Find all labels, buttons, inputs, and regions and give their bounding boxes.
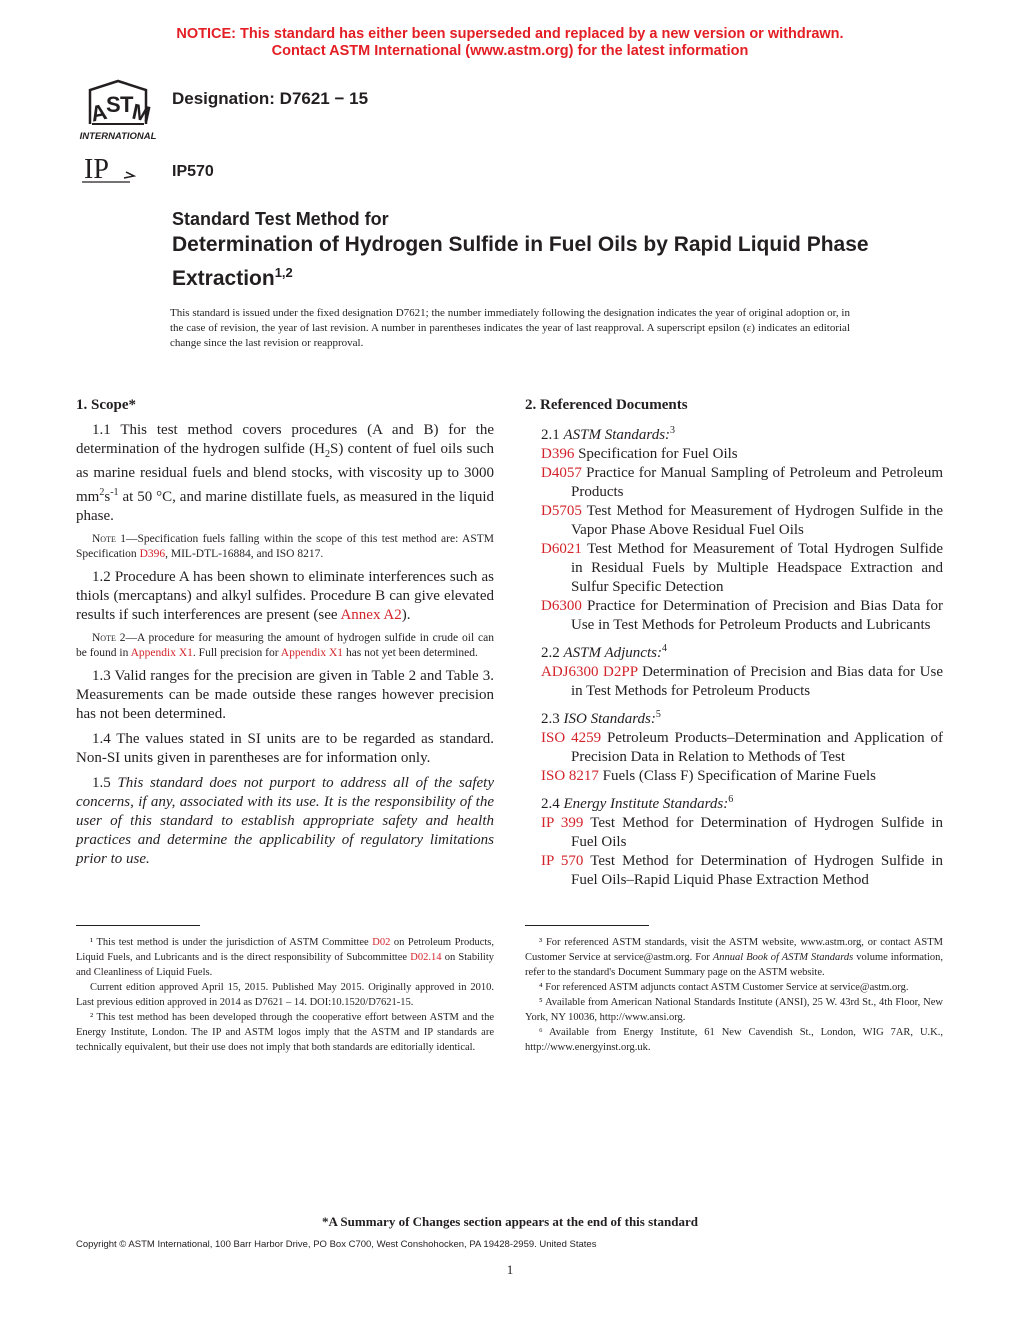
ref-item: ISO 8217 Fuels (Class F) Specification of Marine Fuels bbox=[541, 768, 876, 784]
ref-item: ISO 4259 Petroleum Products–Determination and Application of Precision Data in Relation to Methods of Test bbox=[541, 730, 944, 765]
ip-code: IP570 bbox=[172, 163, 214, 180]
summary-of-changes-note: *A Summary of Changes section appears at the end of this standard bbox=[322, 1214, 698, 1229]
footnote-divider-left bbox=[76, 925, 200, 926]
section-1-3: 1.3 Valid ranges for the precision are given in Table 2 and Table 3. Measurements can be made outside these ranges however precision has not been determined. bbox=[76, 668, 494, 722]
copyright: Copyright © ASTM International, 100 Barr Harbor Drive, PO Box C700, West Conshohocken, PA 19428-2959. United States bbox=[76, 1239, 597, 1250]
ref-link[interactable]: D6300 bbox=[541, 598, 582, 614]
astm-logo bbox=[70, 76, 166, 146]
ref-item: D4057 Practice for Manual Sampling of Petroleum and Petroleum Products bbox=[541, 465, 943, 500]
note-2: Note 2—A procedure for measuring the amount of hydrogen sulfide in crude oil can be found in Appendix X1. Full precision for Appendix X1 has not yet been determined. bbox=[76, 632, 494, 659]
withdrawal-notice bbox=[0, 26, 1020, 60]
link-appendix-x1[interactable]: Appendix X1 bbox=[130, 647, 193, 659]
astm-adjuncts-heading: 2.2 ASTM Adjuncts:$^4$ bbox=[541, 643, 667, 661]
link-d02[interactable]: D02 bbox=[372, 937, 391, 948]
ref-item: D396 Specification for Fuel Oils bbox=[541, 446, 738, 462]
footnote-6: ⁶ Available from Energy Institute, 61 New Cavendish St., London, WIG 7AR, U.K., http://www.energyinst.org.uk. bbox=[525, 1027, 943, 1053]
ref-link[interactable]: ISO 8217 bbox=[541, 768, 599, 784]
astm-adjuncts bbox=[525, 639, 943, 701]
svg-text:S: S bbox=[106, 92, 121, 117]
svg-text:A: A bbox=[88, 98, 110, 127]
section-1-5: 1.5 This standard does not purport to address all of the safety concerns, if any, associated with its use. It is the responsibility of the user of this standard to establish appropriate safety and health practices and determine the applicability of regulatory limitations prior to use. bbox=[76, 775, 495, 867]
designation: Designation: D7621 − 15 bbox=[172, 89, 369, 108]
title-block bbox=[172, 207, 872, 293]
title-pre: Standard Test Method for bbox=[172, 209, 389, 229]
refs-heading: 2. Referenced Documents bbox=[525, 397, 688, 413]
notice-line-1: NOTICE: This standard has either been superseded and replaced by a new version or withdrawn. bbox=[176, 26, 844, 42]
iso-standards bbox=[525, 705, 943, 786]
ref-link[interactable]: D4057 bbox=[541, 465, 582, 481]
footnote-4: ⁴ For referenced ASTM adjuncts contact ASTM Customer Service at service@astm.org. bbox=[539, 982, 909, 993]
link-d02-14[interactable]: D02.14 bbox=[410, 952, 442, 963]
footnote-3: ³ For referenced ASTM standards, visit the ASTM website, www.astm.org, or contact ASTM Customer Service at service@astm.org. For Annual Book of ASTM Standards volume information, refer to the standard's Document Summary page on the ASTM website. bbox=[525, 937, 943, 978]
footnote-2: ² This test method has been developed through the cooperative effort between ASTM and the Energy Institute, London. The IP and ASTM logos imply that the ASTM and IP standards are technically equivalent, but their use does not imply that both standards are editorially identical. bbox=[76, 1012, 494, 1053]
astm-standards bbox=[525, 421, 943, 635]
scope-heading: 1. Scope* bbox=[76, 397, 136, 413]
ip-logo-text: IP bbox=[84, 154, 109, 185]
ref-item: IP 399 Test Method for Determination of Hydrogen Sulfide in Fuel Oils bbox=[541, 815, 943, 850]
ref-item: D5705 Test Method for Measurement of Hydrogen Sulfide in the Vapor Phase Above Residual Fuel Oils bbox=[541, 503, 943, 538]
footnote-5: ⁵ Available from American National Standards Institute (ANSI), 25 W. 43rd St., 4th Floor, New York, NY 10036, http://www.ansi.org. bbox=[525, 997, 943, 1023]
footnote-1-edition: Current edition approved April 15, 2015. Published May 2015. Originally approved in 2010. Last previous edition approved in 2014 as D7621 – 14. DOI:10.1520/D7621-15. bbox=[76, 982, 494, 1008]
ref-link[interactable]: IP 570 bbox=[541, 853, 584, 869]
title-main bbox=[172, 231, 872, 293]
astm-logo-text: INTERNATIONAL bbox=[79, 131, 157, 142]
ref-link[interactable]: IP 399 bbox=[541, 815, 584, 831]
svg-text:T: T bbox=[120, 92, 134, 117]
section-1-4: 1.4 The values stated in SI units are to be regarded as standard. Non-SI units given in parentheses are for information only. bbox=[76, 731, 494, 766]
svg-text:M: M bbox=[129, 98, 154, 127]
link-d396[interactable]: D396 bbox=[139, 548, 166, 560]
ref-item: IP 570 Test Method for Determination of Hydrogen Sulfide in Fuel Oils–Rapid Liquid Phase Extraction Method bbox=[541, 853, 943, 888]
notice-line-2: Contact ASTM International (www.astm.org) for the latest information bbox=[271, 43, 749, 59]
link-annex-a2[interactable]: Annex A2 bbox=[340, 607, 402, 623]
footnote-divider-right bbox=[525, 925, 649, 926]
right-column bbox=[525, 396, 943, 894]
left-column bbox=[76, 396, 494, 875]
footnotes-left bbox=[76, 935, 494, 1055]
section-1-1: 1.1 This test method covers procedures (A and B) for the determination of the hydrogen sulfide $(H_2S)$ content of fuel oils such as marine residual fuels and blend stocks, with viscosity up to 3000 $mm^2s^{-1}$ at 50 °C, and marine distillate fuels, as measured in the liquid phase. bbox=[76, 422, 494, 524]
footnote-1: ¹ This test method is under the jurisdiction of ASTM Committee D02 on Petroleum Products, Liquid Fuels, and Lubricants and is the direct responsibility of Subcommittee D02.14 on Stability and Cleanliness of Liquid Fuels. bbox=[76, 937, 494, 978]
ref-item: D6300 Practice for Determination of Precision and Bias Data for Use in Test Methods for Petroleum Products and Lubricants bbox=[541, 598, 943, 633]
ei-standards bbox=[525, 790, 943, 890]
ref-link[interactable]: ADJ6300 D2PP bbox=[541, 664, 638, 680]
astm-standards-heading: 2.1 ASTM Standards:$^3$ bbox=[541, 425, 676, 443]
ref-link[interactable]: D6021 bbox=[541, 541, 582, 557]
link-appendix-x1-2[interactable]: Appendix X1 bbox=[280, 647, 344, 659]
title-footnote-ref: 1,2 bbox=[274, 265, 293, 280]
ref-item: ADJ6300 D2PP Determination of Precision and Bias data for Use in Test Methods for Petroleum Products bbox=[541, 664, 943, 699]
ip-logo bbox=[80, 152, 140, 186]
title-text: Determination of Hydrogen Sulfide in Fuel Oils by Rapid Liquid Phase Extraction bbox=[172, 233, 869, 290]
footnotes-right bbox=[525, 935, 943, 1055]
note-1: Note 1—Specification fuels falling within the scope of this test method are: ASTM Specification D396, MIL-DTL-16884, and ISO 8217. bbox=[76, 533, 494, 560]
ref-link[interactable]: D396 bbox=[541, 446, 575, 462]
iso-standards-heading: 2.3 ISO Standards:$^5$ bbox=[541, 709, 661, 727]
ref-link[interactable]: ISO 4259 bbox=[541, 730, 602, 746]
ei-standards-heading: 2.4 Energy Institute Standards:$^6$ bbox=[541, 794, 734, 812]
section-1-2: 1.2 Procedure A has been shown to eliminate interferences such as thiols (mercaptans) and alkyl sulfides. Procedure B can give elevated results if such interferences are present (see Annex A2). bbox=[76, 569, 494, 623]
page-number: 1 bbox=[506, 1262, 514, 1277]
issue-statement: This standard is issued under the fixed designation D7621; the number immediately following the designation indicates the year of original adoption or, in the case of revision, the year of last revision. A number in parentheses indicates the year of last reapproval. A superscript epsilon (ε) indicates an editorial change since the last revision or reapproval. bbox=[170, 307, 850, 349]
ref-link[interactable]: D5705 bbox=[541, 503, 582, 519]
ref-item: D6021 Test Method for Measurement of Total Hydrogen Sulfide in Residual Fuels by Multiple Headspace Extraction and Sulfur Specific Detection bbox=[541, 541, 943, 595]
